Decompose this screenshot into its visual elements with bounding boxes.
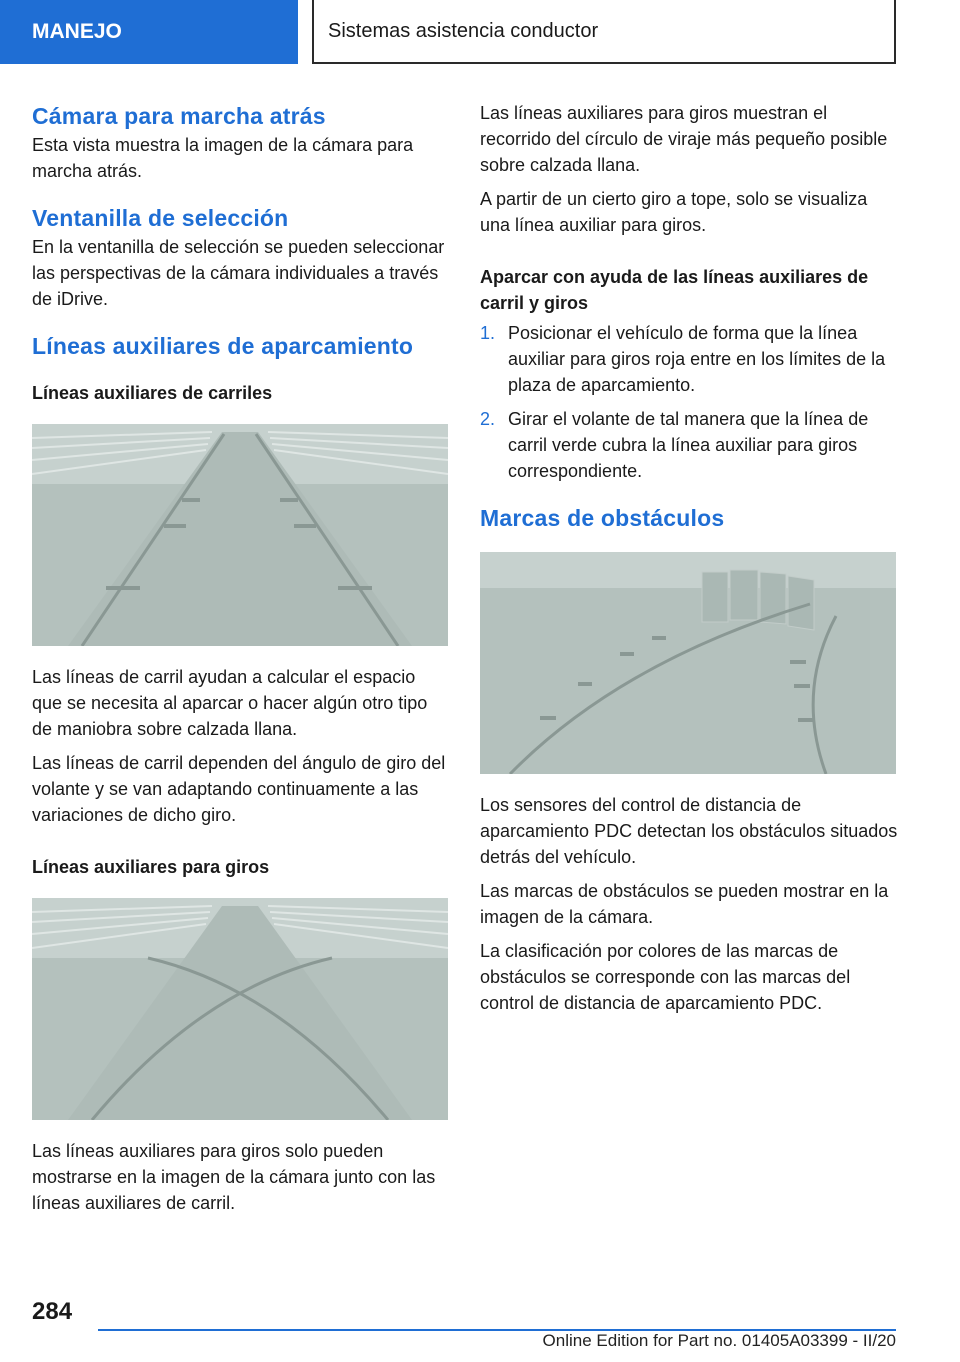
- text-obstacle-3: La clasificación por colores de las marcas de obstáculos se corresponde con las marcas del control de distancia de aparcamiento PDC.: [480, 941, 851, 1013]
- text-obstacle-1: Los sensores del control de distancia de aparcamiento PDC detectan los obstáculos situados detrás del vehículo.: [480, 795, 898, 867]
- heading-lane-lines: Líneas auxiliares de carriles: [32, 383, 273, 403]
- section-tab: MANEJO: [0, 0, 298, 64]
- text-selection-window: En la ventanilla de selección se pueden seleccionar las perspectivas de la cámara individuales a través de iDrive.: [32, 237, 445, 309]
- right-column: [480, 100, 898, 1016]
- lane-lines-figure: [32, 424, 448, 646]
- text-turn-2: Las líneas auxiliares para giros muestran el recorrido del círculo de viraje más pequeño posible sobre calzada llana.: [480, 103, 888, 175]
- text-lane-1: Las líneas de carril ayudan a calcular el espacio que se necesita al aparcar o hacer algún otro tipo de maniobra sobre calzada llana.: [32, 667, 428, 739]
- text-turn-3: A partir de un cierto giro a tope, solo se visualiza una línea auxiliar para giros.: [480, 189, 868, 235]
- heading-obstacle-marks: Marcas de obstáculos: [480, 505, 725, 531]
- step-number: 1.: [480, 323, 496, 343]
- list-item: [480, 320, 898, 398]
- heading-selection-window: Ventanilla de selección: [32, 205, 289, 231]
- text-lane-2: Las líneas de carril dependen del ángulo de giro del volante y se van adaptando continuamente a las variaciones de dicho giro.: [32, 753, 446, 825]
- page-number: 284: [32, 1298, 73, 1325]
- text-rear-camera: Esta vista muestra la imagen de la cámara para marcha atrás.: [32, 135, 414, 181]
- step-number: 2.: [480, 409, 496, 429]
- chapter-title: Sistemas asistencia conductor: [312, 0, 896, 64]
- text-obstacle-2: Las marcas de obstáculos se pueden mostrar en la imagen de la cámara.: [480, 881, 889, 927]
- left-column: [32, 100, 450, 1216]
- turn-lines-figure: [32, 898, 448, 1120]
- list-item: [480, 406, 898, 484]
- step-text: Posicionar el vehículo de forma que la línea auxiliar para giros roja entre en los límites de la plaza de aparcamiento.: [508, 323, 886, 395]
- text-turn: Las líneas auxiliares para giros solo pueden mostrarse en la imagen de la cámara junto con las líneas auxiliares de carril.: [32, 1141, 436, 1213]
- heading-rear-camera: Cámara para marcha atrás: [32, 103, 326, 129]
- steps-list: [480, 320, 898, 484]
- heading-turn-lines: Líneas auxiliares para giros: [32, 857, 270, 877]
- step-text: Girar el volante de tal manera que la línea de carril verde cubra la línea auxiliar para giros correspondiente.: [508, 409, 869, 481]
- heading-park-assist: Aparcar con ayuda de las líneas auxiliares de carril y giros: [480, 267, 869, 313]
- edition-footer: Online Edition for Part no. 01405A03399 - II/20: [542, 1331, 896, 1350]
- heading-parking-lines: Líneas auxiliares de aparcamiento: [32, 333, 414, 359]
- obstacle-marks-figure: [480, 552, 896, 774]
